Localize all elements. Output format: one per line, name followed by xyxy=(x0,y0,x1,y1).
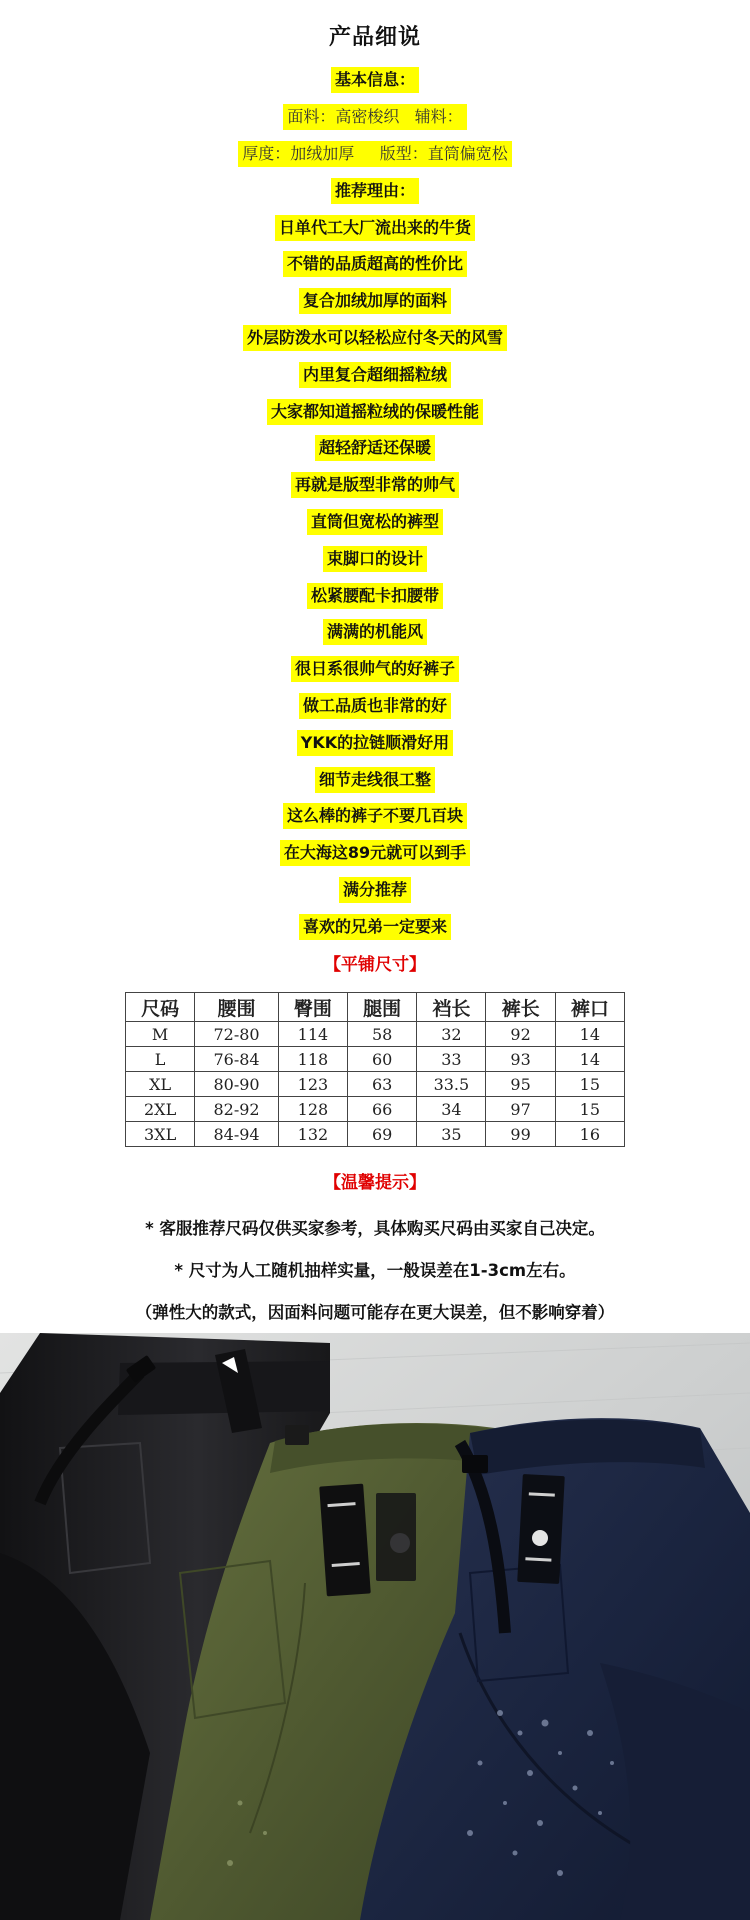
size-table-cell: M xyxy=(126,1022,195,1047)
size-table-cell: 2XL xyxy=(126,1097,195,1122)
size-table-header-cell: 臀围 xyxy=(278,993,347,1022)
size-table-cell: 118 xyxy=(278,1047,347,1072)
size-table xyxy=(125,992,625,1147)
size-table-cell: 82-92 xyxy=(195,1097,279,1122)
size-table-cell: 63 xyxy=(348,1072,417,1097)
size-table-cell: 92 xyxy=(486,1022,555,1047)
info-line-text: 不错的品质超高的性价比 xyxy=(283,251,467,277)
size-table-cell: 132 xyxy=(278,1122,347,1147)
info-line-text: 内里复合超细摇粒绒 xyxy=(299,362,451,388)
size-table-header-cell: 腰围 xyxy=(195,993,279,1022)
info-line xyxy=(0,504,750,541)
size-table-row xyxy=(126,1097,625,1122)
size-table-cell: 3XL xyxy=(126,1122,195,1147)
info-line-text: 满分推荐 xyxy=(339,877,411,903)
info-line xyxy=(0,872,750,909)
info-line xyxy=(0,577,750,614)
size-table-cell: 15 xyxy=(555,1072,624,1097)
info-line xyxy=(0,172,750,209)
size-table-cell: 69 xyxy=(348,1122,417,1147)
info-line xyxy=(0,356,750,393)
size-table-row xyxy=(126,1047,625,1072)
info-line xyxy=(0,136,750,173)
info-line xyxy=(0,798,750,835)
size-table-row xyxy=(126,1022,625,1047)
size-table-cell: 84-94 xyxy=(195,1122,279,1147)
size-table-header-cell: 裤长 xyxy=(486,993,555,1022)
size-table-cell: 72-80 xyxy=(195,1022,279,1047)
size-table-header-row xyxy=(126,993,625,1022)
size-table-cell: L xyxy=(126,1047,195,1072)
size-table-header-cell: 裤口 xyxy=(555,993,624,1022)
info-line-text: 再就是版型非常的帅气 xyxy=(291,472,459,498)
info-line-text: 松紧腰配卡扣腰带 xyxy=(307,583,443,609)
info-line xyxy=(0,393,750,430)
size-table-row xyxy=(126,1122,625,1147)
info-line-text: YKK的拉链顺滑好用 xyxy=(297,730,453,756)
info-line xyxy=(0,835,750,872)
info-line xyxy=(0,283,750,320)
info-line-text: 超轻舒适还保暖 xyxy=(315,435,435,461)
info-line xyxy=(0,320,750,357)
size-table-header-cell: 裆长 xyxy=(417,993,486,1022)
size-table-cell: XL xyxy=(126,1072,195,1097)
size-table-cell: 33.5 xyxy=(417,1072,486,1097)
info-line xyxy=(0,688,750,725)
info-line-text: 复合加绒加厚的面料 xyxy=(299,288,451,314)
size-table-row xyxy=(126,1072,625,1097)
size-table-header-cell: 腿围 xyxy=(348,993,417,1022)
size-table-cell: 95 xyxy=(486,1072,555,1097)
size-table-cell: 15 xyxy=(555,1097,624,1122)
info-line xyxy=(0,724,750,761)
tips-section-title: 【温馨提示】 xyxy=(324,1173,426,1193)
info-line-text: 大家都知道摇粒绒的保暖性能 xyxy=(267,399,483,425)
info-line xyxy=(0,62,750,99)
size-table-cell: 58 xyxy=(348,1022,417,1047)
info-line-text: 喜欢的兄弟一定要来 xyxy=(299,914,451,940)
info-line-text: 细节走线很工整 xyxy=(315,767,435,793)
size-table-cell: 114 xyxy=(278,1022,347,1047)
size-table-cell: 76-84 xyxy=(195,1047,279,1072)
size-table-cell: 14 xyxy=(555,1047,624,1072)
info-line xyxy=(0,246,750,283)
info-line-text: 很日系很帅气的好裤子 xyxy=(291,656,459,682)
info-line xyxy=(0,430,750,467)
info-line xyxy=(0,467,750,504)
info-line xyxy=(0,761,750,798)
info-line xyxy=(0,209,750,246)
size-section-title: 【平铺尺寸】 xyxy=(324,955,426,975)
tip-note: * 尺寸为人工随机抽样实量，一般误差在1-3cm左右。 xyxy=(174,1261,576,1280)
size-table-cell: 33 xyxy=(417,1047,486,1072)
info-line xyxy=(0,614,750,651)
size-table-body xyxy=(126,1022,625,1147)
info-line-text: 面料：高密梭织 辅料： xyxy=(283,104,466,130)
info-line-text: 这么棒的裤子不要几百块 xyxy=(283,803,467,829)
info-line-text: 做工品质也非常的好 xyxy=(299,693,451,719)
info-line xyxy=(0,908,750,945)
info-line-text: 直筒但宽松的裤型 xyxy=(307,509,443,535)
tips-notes xyxy=(0,1206,750,1332)
product-photo xyxy=(0,1333,750,1920)
size-table-cell: 35 xyxy=(417,1122,486,1147)
info-line xyxy=(0,540,750,577)
size-table-cell: 16 xyxy=(555,1122,624,1147)
size-table-cell: 32 xyxy=(417,1022,486,1047)
size-table-cell: 60 xyxy=(348,1047,417,1072)
info-line-text: 在大海这89元就可以到手 xyxy=(280,840,470,866)
product-info-lines xyxy=(0,62,750,945)
page-title: 产品细说 xyxy=(328,25,421,50)
info-line-text: 外层防泼水可以轻松应付冬天的风雪 xyxy=(243,325,507,351)
size-table-cell: 66 xyxy=(348,1097,417,1122)
info-line-text: 基本信息： xyxy=(331,67,419,93)
info-line-text: 束脚口的设计 xyxy=(323,546,427,572)
info-line-text: 满满的机能风 xyxy=(323,619,427,645)
tip-note: （弹性大的款式，因面料问题可能存在更大误差，但不影响穿着） xyxy=(135,1303,615,1322)
info-line-text: 推荐理由： xyxy=(331,178,419,204)
size-table-cell: 128 xyxy=(278,1097,347,1122)
size-table-cell: 93 xyxy=(486,1047,555,1072)
tip-note: * 客服推荐尺码仅供买家参考，具体购买尺码由买家自己决定。 xyxy=(145,1219,605,1238)
info-line-text: 日单代工大厂流出来的牛货 xyxy=(275,215,475,241)
info-line xyxy=(0,651,750,688)
info-line xyxy=(0,99,750,136)
size-table-cell: 34 xyxy=(417,1097,486,1122)
size-table-cell: 99 xyxy=(486,1122,555,1147)
size-table-cell: 97 xyxy=(486,1097,555,1122)
size-table-header-cell: 尺码 xyxy=(126,993,195,1022)
size-table-cell: 80-90 xyxy=(195,1072,279,1097)
size-table-cell: 123 xyxy=(278,1072,347,1097)
size-table-cell: 14 xyxy=(555,1022,624,1047)
info-line-text: 厚度：加绒加厚 版型：直筒偏宽松 xyxy=(238,141,511,167)
